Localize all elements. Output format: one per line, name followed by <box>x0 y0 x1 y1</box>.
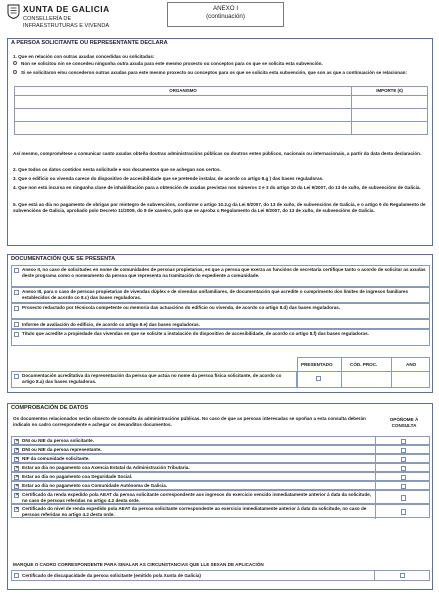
option-other-aid: Si se solicitaron e/ou concederon outras axudas para este mesmo proxecto ou conceptos para os que se solicita esta subvención, que son as que a continuación se relacionan: <box>21 69 407 75</box>
verification-row <box>11 481 430 490</box>
verification-row <box>11 436 430 445</box>
doc-row-3 <box>11 303 430 319</box>
xunta-shield-icon <box>7 4 20 19</box>
disability-item: Certificado de discapacidade da persoa solicitante (emitido pola Xunta de Galicia) <box>22 573 201 578</box>
disability-checkbox[interactable] <box>14 573 19 578</box>
declaration-item-3: 3. Que o edificio ou vivenda carece do dispositivo de accesibilidade que se pretende instalar, de acordo co artigo 8.g ) das bases reguladoras. <box>13 176 324 181</box>
verification-row <box>11 504 430 518</box>
organism-cell-1[interactable] <box>15 96 352 109</box>
verification-row <box>11 454 430 463</box>
verification-checkbox[interactable]: ✕ <box>15 465 20 471</box>
circumstances-title: MARQUE O CADRO CORRESPONDENTE PARA SINALAR AS CIRCUNSTANCIAS QUE LLE SEXAN DE APLICACIÓN <box>13 562 264 567</box>
organism-cell-3[interactable] <box>15 122 352 135</box>
verification-checkbox[interactable]: ✕ <box>15 447 20 453</box>
col-presented: PRESENTADO <box>301 362 333 367</box>
option-no-other-aid: Non se solicitou nin se concedeu ningunha outra axuda para este mesmo proxecto ou conceptos para os que se solicita esta subvención. <box>21 61 323 66</box>
doc-checkbox-2[interactable] <box>14 290 19 295</box>
declaration-item-4: 4. Que non está incursa en ningunha clase de inhabilitación para a obtención de axudas previstas nos números 2 e 3 do artigo 10 da Lei 9/2007, do 13 de xuño, de subvencións de Galicia. <box>13 185 421 190</box>
verification-title: COMPROBACIÓN DE DATOS <box>11 405 89 411</box>
annex-subtitle: (continuación) <box>206 13 245 21</box>
declaration-item-2: 2. Que todos os datos contidos nesta solicitude e nos documentos que se achegan son certos. <box>13 167 221 172</box>
declaration-title: A PERSOA SOLICITANTE OU REPRESENTANTE DECLARA <box>11 40 168 46</box>
doc-row-4 <box>11 319 430 329</box>
verification-item: Estar ao día no pagamento coa Seguridade Social. <box>22 474 133 479</box>
rep-doc-checkbox[interactable] <box>14 374 19 379</box>
xunta-logo <box>7 4 157 36</box>
verification-section <box>7 403 433 590</box>
verification-checkbox[interactable]: ✕ <box>15 438 20 444</box>
organism-cell-2[interactable] <box>15 109 352 122</box>
radio-no-other-aid[interactable] <box>13 61 17 65</box>
verification-item: NIF da comunidade solicitante. <box>22 456 90 461</box>
org-name: XUNTA DE GALICIA <box>23 4 110 14</box>
radio-other-aid[interactable] <box>13 70 17 74</box>
doc-item-2: Anexo III, para o caso de persoas propietarias de vivendas dúplex e de vivendas unifamiliares, de documentación que acredite o cumprimento dos límites de ingresos familiares establecidos de acordo co 8.c) das bases reguladoras. <box>22 289 409 300</box>
commitment-text: Así mesmo, comprométese a comunicar canto axudas obteña doutras administracións públicas ou doutros entes públicos, nacionais ou internacionais, a partir da data desta declaración. <box>13 151 422 156</box>
oppose-checkbox[interactable] <box>401 495 406 500</box>
rep-doc-item: Documentación acreditativa da representación da persoa que actúa no nome da persoa física solicitante, de acordo co artigo 8.a) das bases reguladoras. <box>22 373 282 384</box>
col-organism: ORGANISMO <box>15 87 352 96</box>
oppose-checkbox[interactable] <box>401 475 406 480</box>
verification-row <box>11 463 430 472</box>
doc-item-3: Proxecto redactado por técnico/a competente ou memoria das actuacións do edificio ou vivenda, de acordo co artigo 8.d) das bases reguladoras. <box>22 305 341 310</box>
doc-item-4: Informe de avaliación do edificio, de acordo co artigo 8.e) das bases reguladoras. <box>22 322 200 327</box>
verification-item: Certificado do nivel de renda expedido pola AEAT da persoa solicitante correspondente ao exercicio inmediatamente anterior á data da solicitude, no caso de persoas referidas no artigo 4.2 desta orde. <box>22 506 367 517</box>
oppose-checkbox[interactable] <box>401 448 406 453</box>
verification-checkbox[interactable]: ✕ <box>15 492 20 498</box>
verification-checkbox[interactable]: ✕ <box>15 456 20 462</box>
verification-row <box>11 445 430 454</box>
verification-checkbox[interactable]: ✕ <box>15 506 20 512</box>
verification-row <box>11 490 430 504</box>
verification-item: DNI ou NIE da persoa representante. <box>22 447 102 452</box>
declaration-item-1: 1. Que en relación con outras axudas concedidas ou solicitadas: <box>13 54 155 59</box>
dept-line-2: INFRAESTRUTURAS E VIVENDA <box>23 23 110 29</box>
amount-cell-1[interactable] <box>352 96 428 109</box>
verification-checkbox[interactable]: ✕ <box>15 474 20 480</box>
rep-doc-row <box>11 371 297 388</box>
amount-cell-3[interactable] <box>352 122 428 135</box>
doc-checkbox-5[interactable] <box>14 332 19 337</box>
col-proc-code: CÓD. PROC. <box>350 362 378 367</box>
verification-checkbox[interactable]: ✕ <box>15 483 20 489</box>
verification-item: Estar ao día no pagamento coa Axencia Estatal da Administración Tributaria. <box>22 465 190 470</box>
annex-box <box>167 2 284 27</box>
disability-oppose-checkbox[interactable] <box>400 573 405 578</box>
documentation-section <box>7 254 433 393</box>
doc-row-2 <box>11 287 430 303</box>
documentation-title: DOCUMENTACIÓN QUE SE PRESENTA <box>11 256 116 262</box>
disability-row <box>11 570 430 581</box>
annex-title: ANEXO I <box>212 5 239 12</box>
doc-item-1: Anexo II, no caso de solicitudes en nome de comunidades de persoas propietarias, en que a persoa que exerza as funcións de secretaría certifique tanto o acordo de solicitar as axudas deste programa como o nomeamento da persoa que representa na tramitación do expediente a comunidade. <box>22 267 426 278</box>
dept-line-1: CONSELLERÍA DE <box>23 16 72 22</box>
oppose-checkbox[interactable] <box>401 509 406 514</box>
verification-item: DNI ou NIE da persoa solicitante. <box>22 438 94 443</box>
oppose-checkbox[interactable] <box>401 466 406 471</box>
presented-checkbox[interactable] <box>316 376 321 381</box>
oppose-checkbox[interactable] <box>401 439 406 444</box>
col-amount: IMPORTE (€) <box>352 87 428 96</box>
header <box>7 2 433 36</box>
verification-intro: Os documentos relacionados serán obxecto de consulta ás administracións públicas. No caso de que as persoas interesadas se opoñan a esta consulta deberán indicalo no cadro correspondente e achegar os devanditos documentos. <box>13 416 366 427</box>
other-aid-table <box>14 86 428 135</box>
doc-row-5 <box>11 329 430 346</box>
col-year: ANO <box>406 362 417 367</box>
verification-item: Estar ao día no pagamento coa Comunidade Autónoma de Galicia. <box>22 483 168 488</box>
doc-row-1 <box>11 265 430 287</box>
doc-checkbox-1[interactable] <box>14 268 19 273</box>
verification-item: Certificado da renda expedido pola AEAT da persoa solicitante correspondente aos ingresos do exercicio vencido inmediatamente anterior á data da solicitude, no caso de persoas referidas no artigo 4.2 desta orde. <box>22 492 371 503</box>
oppose-checkbox[interactable] <box>401 484 406 489</box>
verification-row <box>11 472 430 481</box>
col-oppose: OPÓÑOME Á CONSULTA <box>389 417 419 428</box>
oppose-checkbox[interactable] <box>401 457 406 462</box>
doc-checkbox-3[interactable] <box>14 306 19 311</box>
declaration-section <box>7 38 433 246</box>
doc-checkbox-4[interactable] <box>14 322 19 327</box>
doc-item-5: Título que acredite a propiedade das vivendas en que se solicite a instalación do dispositivo de accesibilidade, de acordo co artigo 8.f) das bases reguladoras. <box>22 331 369 336</box>
declaration-item-5: 5. Que está ao día no pagamento de obrigas por reintegro de subvencións, conforme o artigo 10.2.g da Lei 9/2007, do 13 de xuño, de subvencións de Galicia, e o artigo 9 do Regulamento de subvencións de Galicia, aprobado polo Decreto 11/2009, do 8 de xaneiro, polo que se aproba o Regulamento da Lei 9/2007, do 13 de xuño, de subvencións de Galicia. <box>13 202 426 213</box>
amount-cell-2[interactable] <box>352 109 428 122</box>
